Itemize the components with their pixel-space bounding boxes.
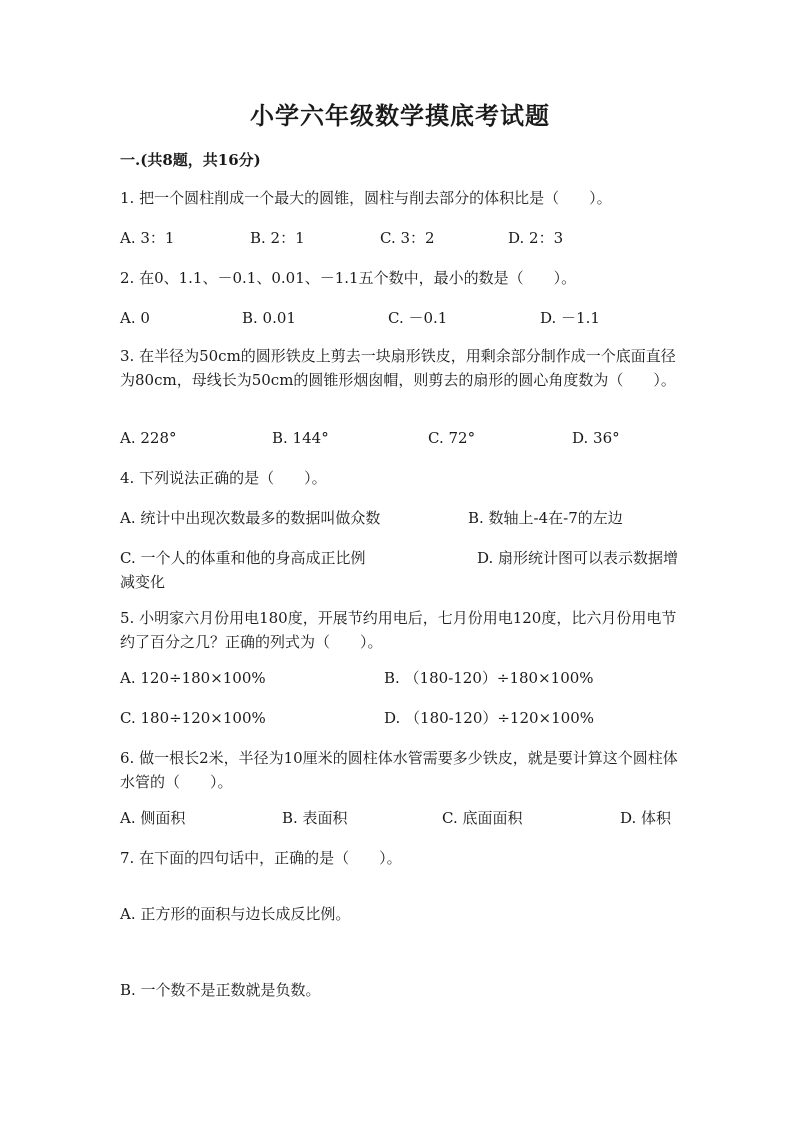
question-5-option-d: D. （180-120）÷120×100% (384, 709, 595, 727)
question-4-option-c: C. 一个人的体重和他的身高成正比例 (120, 549, 366, 567)
page-title: 小学六年级数学摸底考试题 (250, 101, 550, 130)
question-1-option-b: B. 2：1 (250, 229, 305, 247)
question-4-stem: 4. 下列说法正确的是（ ）。 (120, 469, 327, 487)
question-3-stem: 3. 在半径为50cm的圆形铁皮上剪去一块扇形铁皮，用剩余部分制作成一个底面直径为80cm，母线长为50cm的圆锥形烟囱帽，则剪去的扇形的圆心角度数为（ ）。 (120, 347, 676, 389)
question-5-option-c: C. 180÷120×100% (120, 709, 266, 727)
question-2-stem: 2. 在0、1.1、－0.1、0.01、－1.1五个数中，最小的数是（ ）。 (120, 269, 577, 287)
question-3-option-a: A. 228° (120, 429, 177, 447)
question-3-option-c: C. 72° (428, 429, 476, 447)
question-4-option-a: A. 统计中出现次数最多的数据叫做众数 (120, 509, 381, 527)
question-2-option-b: B. 0.01 (242, 309, 296, 327)
question-5-option-b: B. （180-120）÷180×100% (384, 669, 594, 687)
question-1-option-c: C. 3：2 (380, 229, 435, 247)
question-7-option-a: A. 正方形的面积与边长成反比例。 (120, 905, 351, 923)
question-7-option-b: B. 一个数不是正数就是负数。 (120, 981, 321, 999)
question-2-option-c: C. －0.1 (388, 309, 448, 327)
section-heading: 一.(共8题，共16分) (120, 151, 261, 169)
question-3-option-d: D. 36° (572, 429, 620, 447)
question-3-option-b: B. 144° (272, 429, 329, 447)
question-6-stem: 6. 做一根长2米，半径为10厘米的圆柱体水管需要多少铁皮，就是要计算这个圆柱体水管的（ ）。 (120, 749, 678, 791)
question-4-option-d: D. 扇形统计图可以表示数据增减变化 (120, 549, 679, 591)
question-2-option-a: A. 0 (120, 309, 150, 327)
question-1-stem: 1. 把一个圆柱削成一个最大的圆锥，圆柱与削去部分的体积比是（ ）。 (120, 189, 612, 207)
question-6-option-a: A. 侧面积 (120, 809, 186, 827)
question-5-option-a: A. 120÷180×100% (120, 669, 266, 687)
question-1-option-a: A. 3：1 (120, 229, 175, 247)
question-4-option-b: B. 数轴上-4在-7的左边 (468, 509, 623, 527)
question-2-option-d: D. －1.1 (540, 309, 600, 327)
question-1-option-d: D. 2：3 (508, 229, 564, 247)
question-7-stem: 7. 在下面的四句话中，正确的是（ ）。 (120, 849, 402, 867)
question-6-option-d: D. 体积 (620, 809, 672, 827)
question-6-option-c: C. 底面面积 (442, 809, 523, 827)
question-5-stem: 5. 小明家六月份用电180度，开展节约用电后，七月份用电120度，比六月份用电节约了百分之几？正确的列式为（ ）。 (120, 609, 677, 651)
question-6-option-b: B. 表面积 (282, 809, 348, 827)
